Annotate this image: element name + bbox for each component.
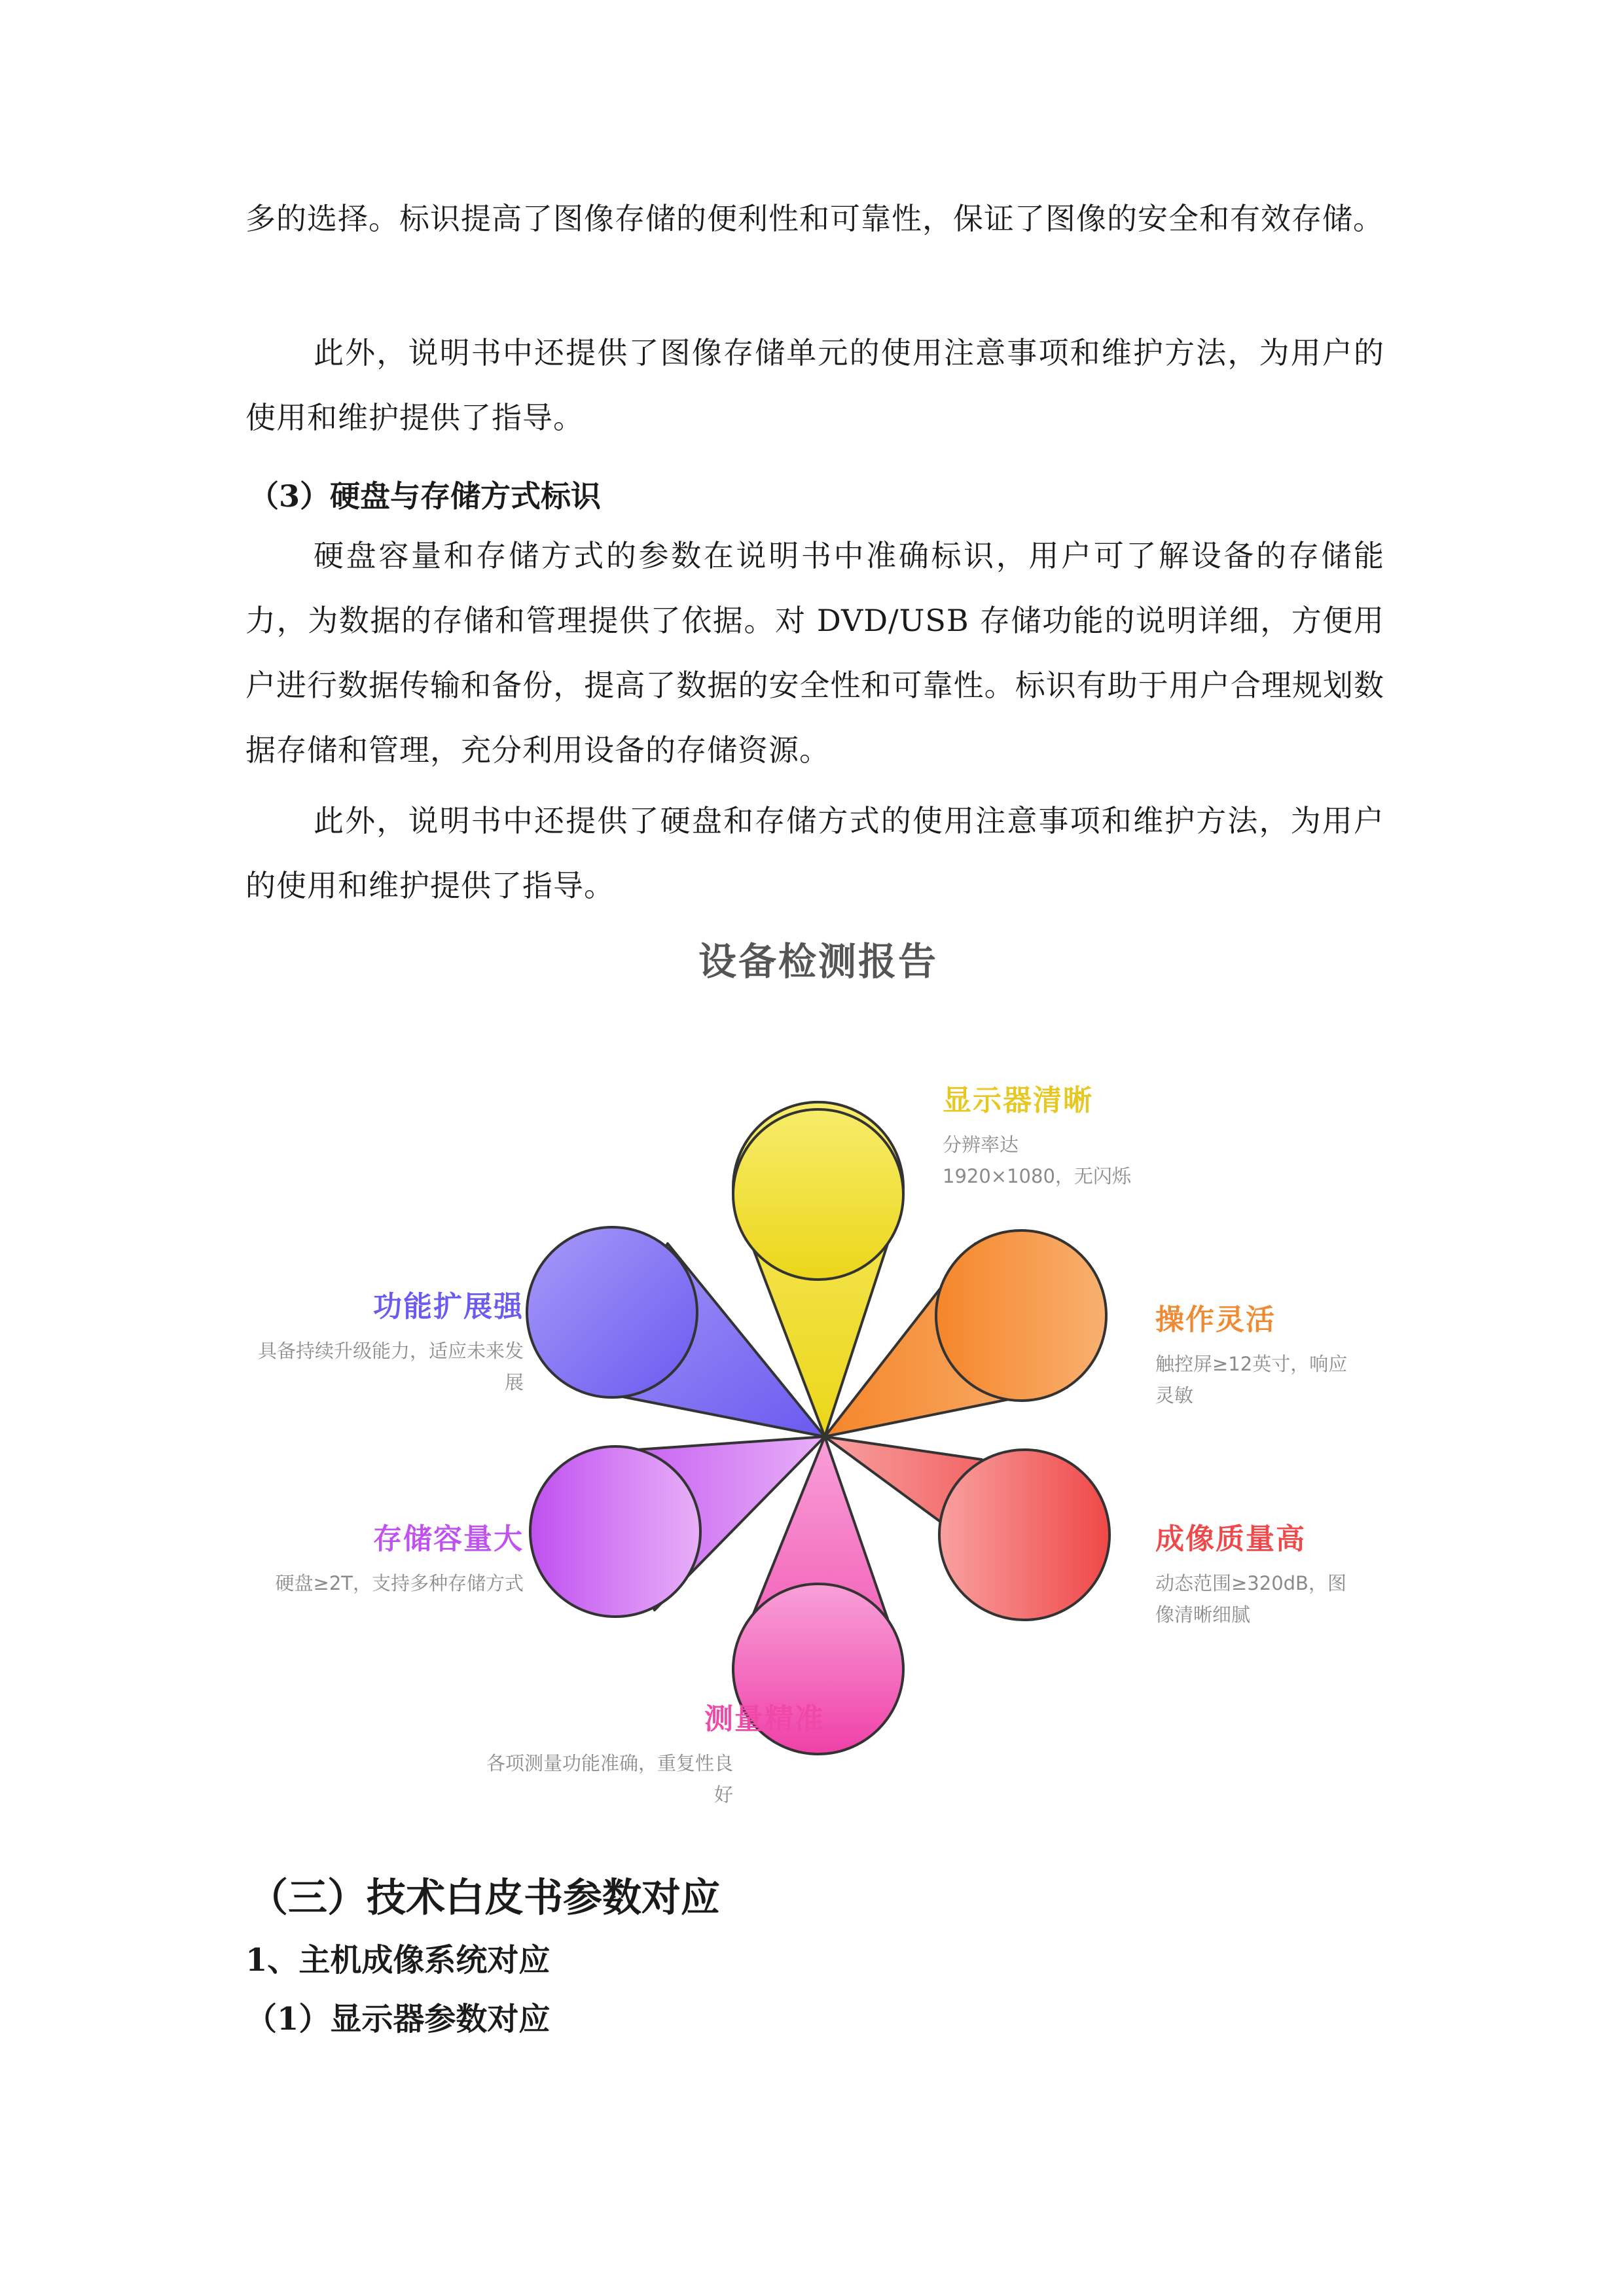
infographic-title: 设备检测报告 [698,939,938,984]
subsubsection-title: （1）显示器参数对应 [245,2001,550,2037]
label-measurement: 测量精准 [704,1702,825,1736]
label-display: 显示器清晰 [943,1084,1093,1117]
paragraph-disk-storage-notes: 此外，说明书中还提供了硬盘和存储方式的使用注意事项和维护方法，为用户的使用和维护提供了指导。 [245,803,1384,903]
label-expansion: 功能扩展强 [373,1290,524,1323]
desc-expansion: 具备持续升级能力，适应未来发展 [257,1340,524,1393]
subsection-title: 1、主机成像系统对应 [245,1942,550,1979]
label-imaging: 成像质量高 [1155,1522,1306,1556]
desc-imaging: 动态范围≥320dB，图像清晰细腻 [1155,1572,1346,1626]
paragraph-image-storage-end: 多的选择。标识提高了图像存储的便利性和可靠性，保证了图像的安全和有效存储。 [245,201,1384,236]
equipment-test-report-infographic [249,916,1388,1846]
heading-disk-storage: （3）硬盘与存储方式标识 [249,478,602,514]
desc-storage: 硬盘≥2T，支持多种存储方式 [275,1572,524,1594]
desc-measurement: 各项测量功能准确，重复性良好 [486,1752,733,1806]
paragraph-disk-storage: 硬盘容量和存储方式的参数在说明书中准确标识，用户可了解设备的存储能力，为数据的存储和管理提供了依据。对 DVD/USB 存储功能的说明详细，方便用户进行数据传输和备份，提高了数据的安全性和可靠性。标识有助于用户合理规划数据存储和管理，充分利用设备的存储资源。 [245,538,1384,768]
paragraph-image-storage-notes: 此外，说明书中还提供了图像存储单元的使用注意事项和维护方法，为用户的使用和维护提供了指导。 [245,335,1384,435]
label-storage: 存储容量大 [373,1522,524,1556]
desc-display: 分辨率达1920×1080，无闪烁 [943,1134,1131,1187]
section-title: （三）技术白皮书参数对应 [249,1875,720,1921]
desc-operation: 触控屏≥12英寸，响应灵敏 [1155,1353,1348,1407]
label-operation: 操作灵活 [1155,1303,1276,1336]
